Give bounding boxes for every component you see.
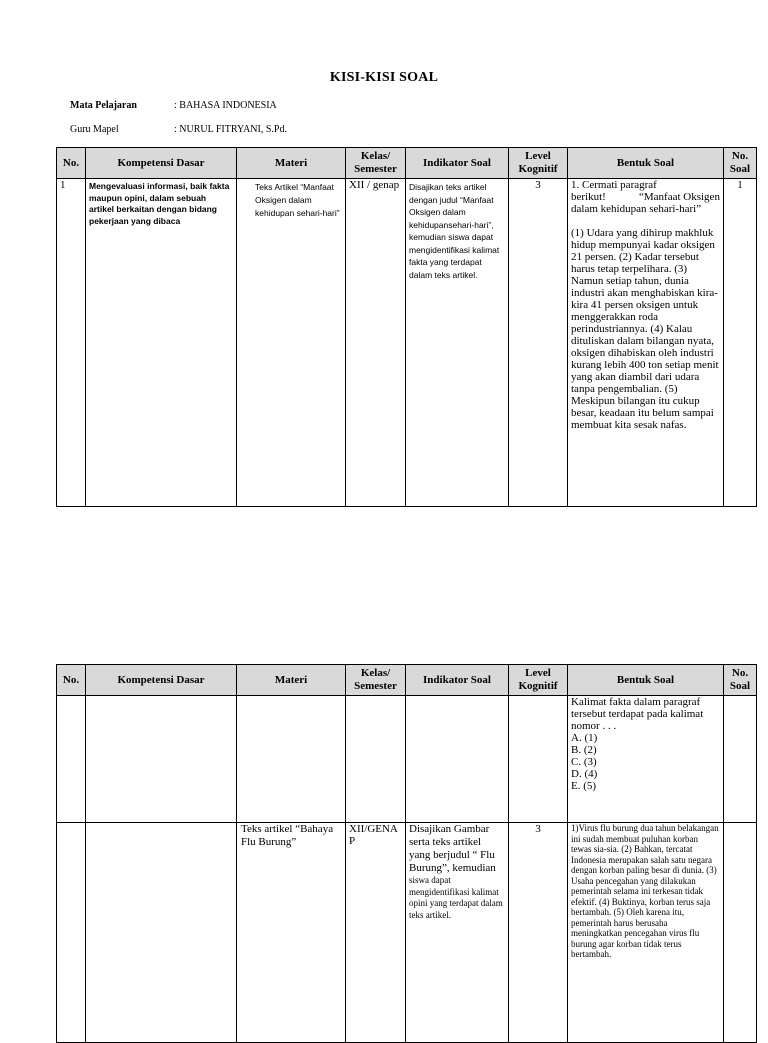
- kisi-table-1: [56, 147, 757, 507]
- kompetensi-dasar-cell: Mengevaluasi informasi, baik fakta maupun opini, dalam sebuah artikel berkaitan dengan bidang pekerjaan yang dibaca: [86, 179, 237, 507]
- header-kelas-semester: Kelas/ Semester: [346, 148, 406, 179]
- kelas-cell: XII / genap: [346, 179, 406, 507]
- level-cell: 3: [509, 823, 568, 1043]
- level-cell: [509, 696, 568, 823]
- no-soal-cell: [724, 696, 757, 823]
- materi-cell: [237, 696, 346, 823]
- guru-row: [70, 124, 287, 135]
- guru-value: : NURUL FITRYANI, S.Pd.: [174, 124, 287, 135]
- row-no: [57, 696, 86, 823]
- header-level-kognitif: Level Kognitif: [509, 148, 568, 179]
- header-no: No.: [57, 665, 86, 696]
- mata-pelajaran-row: [70, 100, 277, 111]
- row-no: [57, 823, 86, 1043]
- no-soal-cell: 1: [724, 179, 757, 507]
- bentuk-soal-cell: [568, 179, 724, 507]
- header-no: No.: [57, 148, 86, 179]
- bentuk-soal-cell: [568, 696, 724, 823]
- header-kompetensi-dasar: Kompetensi Dasar: [86, 148, 237, 179]
- kompetensi-dasar-cell: [86, 696, 237, 823]
- table-header-row: [57, 148, 757, 179]
- header-kompetensi-dasar: Kompetensi Dasar: [86, 665, 237, 696]
- option-c: C. (3): [571, 756, 597, 768]
- header-indikator-soal: Indikator Soal: [406, 665, 509, 696]
- option-e: E. (5): [571, 780, 597, 792]
- no-soal-cell: [724, 823, 757, 1043]
- header-bentuk-soal: Bentuk Soal: [568, 665, 724, 696]
- indikator-text-a: Disajikan Gambar serta teks artikel yang berjudul “ Flu Burung”, kemudian: [409, 823, 496, 874]
- header-indikator-soal: Indikator Soal: [406, 148, 509, 179]
- indikator-cell: [406, 823, 509, 1043]
- table-row: [57, 823, 757, 1043]
- header-level-kognitif: Level Kognitif: [509, 665, 568, 696]
- header-materi: Materi: [237, 665, 346, 696]
- mata-pelajaran-value: : BAHASA INDONESIA: [174, 100, 277, 111]
- question-text: Kalimat fakta dalam paragraf tersebut terdapat pada kalimat nomor . . .: [571, 696, 704, 732]
- option-b: B. (2): [571, 744, 597, 756]
- answer-options: [571, 732, 720, 792]
- kompetensi-dasar-cell: [86, 823, 237, 1043]
- header-materi: Materi: [237, 148, 346, 179]
- question-heading-line-2: dalam kehidupan sehari-hari”: [571, 203, 702, 215]
- kelas-cell: [346, 696, 406, 823]
- question-intro: 1. Cermati paragraf: [571, 179, 657, 191]
- header-kelas-semester: Kelas/ Semester: [346, 665, 406, 696]
- question-paragraph: (1) Udara yang dihirup makhluk hidup mempunyai kadar oksigen 21 persen. (2) Kadar tersebut harus tetap terpelihara. (3) Namun setiap tahun, dunia industri akan menghabiskan kira-kira 41 persen oksigen untuk menggerakkan roda perindustriannya. (4) Kalau dituliskan dalam bilangan nyata, oksigen dihabiskan oleh industri kurang lebih 400 ton setiap menit yang akan diambil dari udara tanpa pengembalian. (5) Meskipun bilangan itu cukup besar, keadaan itu belum sampai membuat kita sesak nafas.: [571, 227, 719, 431]
- kisi-table-2: [56, 664, 757, 1043]
- question-heading-line: berikut! “Manfaat Oksigen: [571, 191, 720, 203]
- document-title: KISI-KISI SOAL: [329, 70, 439, 85]
- indikator-cell: Disajikan teks artikel dengan judul “Manfaat Oksigen dalam kehidupansehari-hari”, kemudian siswa dapat mengidentifikasi kalimat fakta yang terdapat dalam teks artikel.: [406, 179, 509, 507]
- materi-cell: Teks Artikel “Manfaat Oksigen dalam kehidupan sehari-hari”: [237, 179, 346, 507]
- table-row: [57, 179, 757, 507]
- indikator-text-b: siswa dapat mengidentifikasi kalimat opini yang terdapat dalam teks artikel.: [409, 875, 503, 920]
- option-a: A. (1): [571, 732, 598, 744]
- table-header-row: [57, 665, 757, 696]
- kelas-cell: XII/GENAP: [346, 823, 406, 1043]
- level-cell: 3: [509, 179, 568, 507]
- materi-cell: Teks artikel “Bahaya Flu Burung”: [237, 823, 346, 1043]
- header-no-soal: No. Soal: [724, 148, 757, 179]
- option-d: D. (4): [571, 768, 598, 780]
- table-row: [57, 696, 757, 823]
- row-no: 1: [57, 179, 86, 507]
- indikator-cell: [406, 696, 509, 823]
- header-no-soal: No. Soal: [724, 665, 757, 696]
- guru-label: Guru Mapel: [70, 124, 119, 135]
- bentuk-soal-cell: 1)Virus flu burung dua tahun belakangan ini sudah membuat puluhan korban tewas sia-sia. (2) Bahkan, tercatat Indonesia merupakan salah satu negara dengan korban paling besar di dunia. (3) Usaha pencegahan yang dilakukan pemerintah selama ini terkesan tidak efektif. (4) Buktinya, korban terus saja bertambah. (5) Oleh karena itu, pemerintah harus berusaha meningkatkan pencegahan virus flu burung agar korban tidak terus bertambah.: [568, 823, 724, 1043]
- mata-pelajaran-label: Mata Pelajaran: [70, 100, 137, 111]
- header-bentuk-soal: Bentuk Soal: [568, 148, 724, 179]
